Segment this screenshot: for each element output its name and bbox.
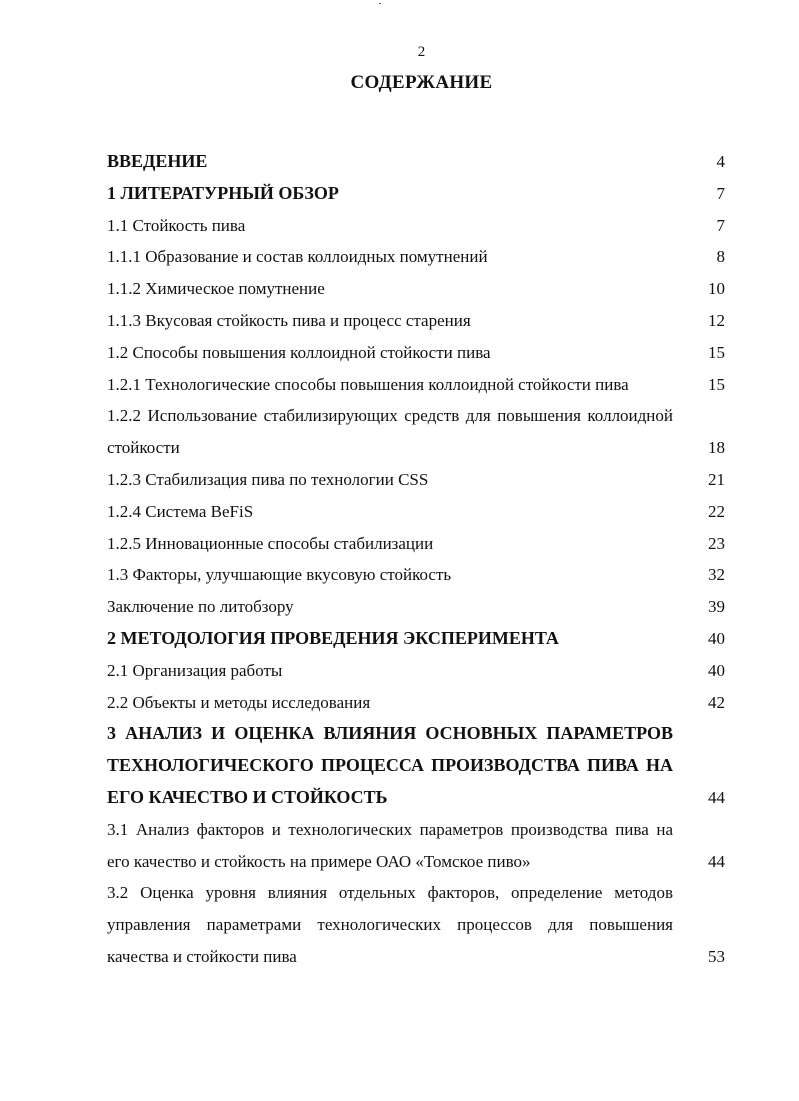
toc-entry-page: 18 xyxy=(708,438,725,458)
toc-entry xyxy=(107,559,725,591)
toc-entry xyxy=(107,687,725,719)
toc-entry-title: ВВЕДЕНИЕ xyxy=(107,151,208,171)
toc-entry xyxy=(107,178,725,210)
toc-entry-title: 1.1.2 Химическое помутнение xyxy=(107,279,325,299)
toc-entry-title: 2.2 Объекты и методы исследования xyxy=(107,692,371,712)
toc-entry xyxy=(107,273,725,305)
toc-entry-title: 2 МЕТОДОЛОГИЯ ПРОВЕДЕНИЯ ЭКСПЕРИМЕНТА xyxy=(107,627,559,648)
toc-entry-title: 1.2.2 Использование стабилизирующих средств для повышения коллоидной стойкости xyxy=(107,406,673,458)
toc-entry xyxy=(107,210,725,242)
toc-entry-page: 44 xyxy=(708,851,725,871)
toc-entry-page: 53 xyxy=(708,946,725,966)
toc-entry-page: 44 xyxy=(708,787,725,807)
toc-entry-title: Заключение по литобзору xyxy=(107,597,294,617)
toc-entry xyxy=(107,655,725,687)
toc-entry xyxy=(107,718,725,813)
toc-entry-page: 10 xyxy=(708,279,725,299)
toc-entry-page: 42 xyxy=(708,692,725,712)
toc-entry-title: 1 ЛИТЕРАТУРНЫЙ ОБЗОР xyxy=(107,182,339,203)
toc-entry-title: 1.1.1 Образование и состав коллоидных помутнений xyxy=(107,247,488,267)
toc-entry xyxy=(107,369,725,401)
toc-entry-title: 1.2.1 Технологические способы повышения коллоидной стойкости пива xyxy=(107,374,629,394)
page-number: 2 xyxy=(417,44,426,60)
toc-entry-page: 40 xyxy=(708,660,725,680)
toc-entry-title: 1.2 Способы повышения коллоидной стойкости пива xyxy=(107,342,491,362)
toc-entry xyxy=(107,496,725,528)
toc-entry-title: 3.1 Анализ факторов и технологических параметров производства пива на его качество и стойкость на примере ОАО «Томское пиво» xyxy=(107,819,673,871)
toc-entry xyxy=(107,814,725,878)
toc-entry-page: 40 xyxy=(708,628,725,648)
toc-entry-title: 3.2 Оценка уровня влияния отдельных факторов, определение методов управления параметрами технологических процессов для повышения качества и стойкости пива xyxy=(107,883,673,966)
toc-entry-title: 1.2.3 Стабилизация пива по технологии CSS xyxy=(107,469,429,489)
toc-entry-title: 3 АНАЛИЗ И ОЦЕНКА ВЛИЯНИЯ ОСНОВНЫХ ПАРАМЕТРОВ ТЕХНОЛОГИЧЕСКОГО ПРОЦЕССА ПРОИЗВОДСТВА ПИВА НА ЕГО КАЧЕСТВО И СТОЙКОСТЬ xyxy=(107,723,673,807)
toc-entry xyxy=(107,623,725,655)
toc-entry-page: 39 xyxy=(708,597,725,617)
toc-entry xyxy=(107,528,725,560)
toc-entry xyxy=(107,241,725,273)
toc-entry-page: 15 xyxy=(708,342,725,362)
table-of-contents xyxy=(107,146,725,973)
toc-entry xyxy=(107,591,725,623)
scan-speck xyxy=(379,3,381,4)
toc-entry-title: 2.1 Организация работы xyxy=(107,660,283,680)
toc-entry-page: 23 xyxy=(708,533,725,553)
toc-entry-page: 21 xyxy=(708,469,725,489)
toc-entry-page: 7 xyxy=(716,215,725,235)
toc-entry xyxy=(107,400,725,464)
toc-entry-page: 12 xyxy=(708,310,725,330)
toc-entry xyxy=(107,146,725,178)
toc-entry xyxy=(107,305,725,337)
toc-entry xyxy=(107,877,725,972)
toc-entry-page: 4 xyxy=(716,152,725,171)
toc-entry-page: 22 xyxy=(708,501,725,521)
toc-entry-page: 8 xyxy=(716,247,725,267)
toc-entry-page: 32 xyxy=(708,565,725,585)
toc-entry-title: 1.1.3 Вкусовая стойкость пива и процесс старения xyxy=(107,310,471,330)
toc-entry-title: 1.3 Факторы, улучшающие вкусовую стойкость xyxy=(107,565,452,585)
toc-entry-page: 7 xyxy=(716,183,725,203)
toc-entry-page: 15 xyxy=(708,374,725,394)
toc-entry xyxy=(107,464,725,496)
toc-entry-title: 1.1 Стойкость пива xyxy=(107,215,246,235)
toc-entry-title: 1.2.4 Система BeFiS xyxy=(107,501,254,521)
toc-entry-title: 1.2.5 Инновационные способы стабилизации xyxy=(107,533,434,553)
toc-entry xyxy=(107,337,725,369)
toc-title: СОДЕРЖАНИЕ xyxy=(350,72,493,93)
